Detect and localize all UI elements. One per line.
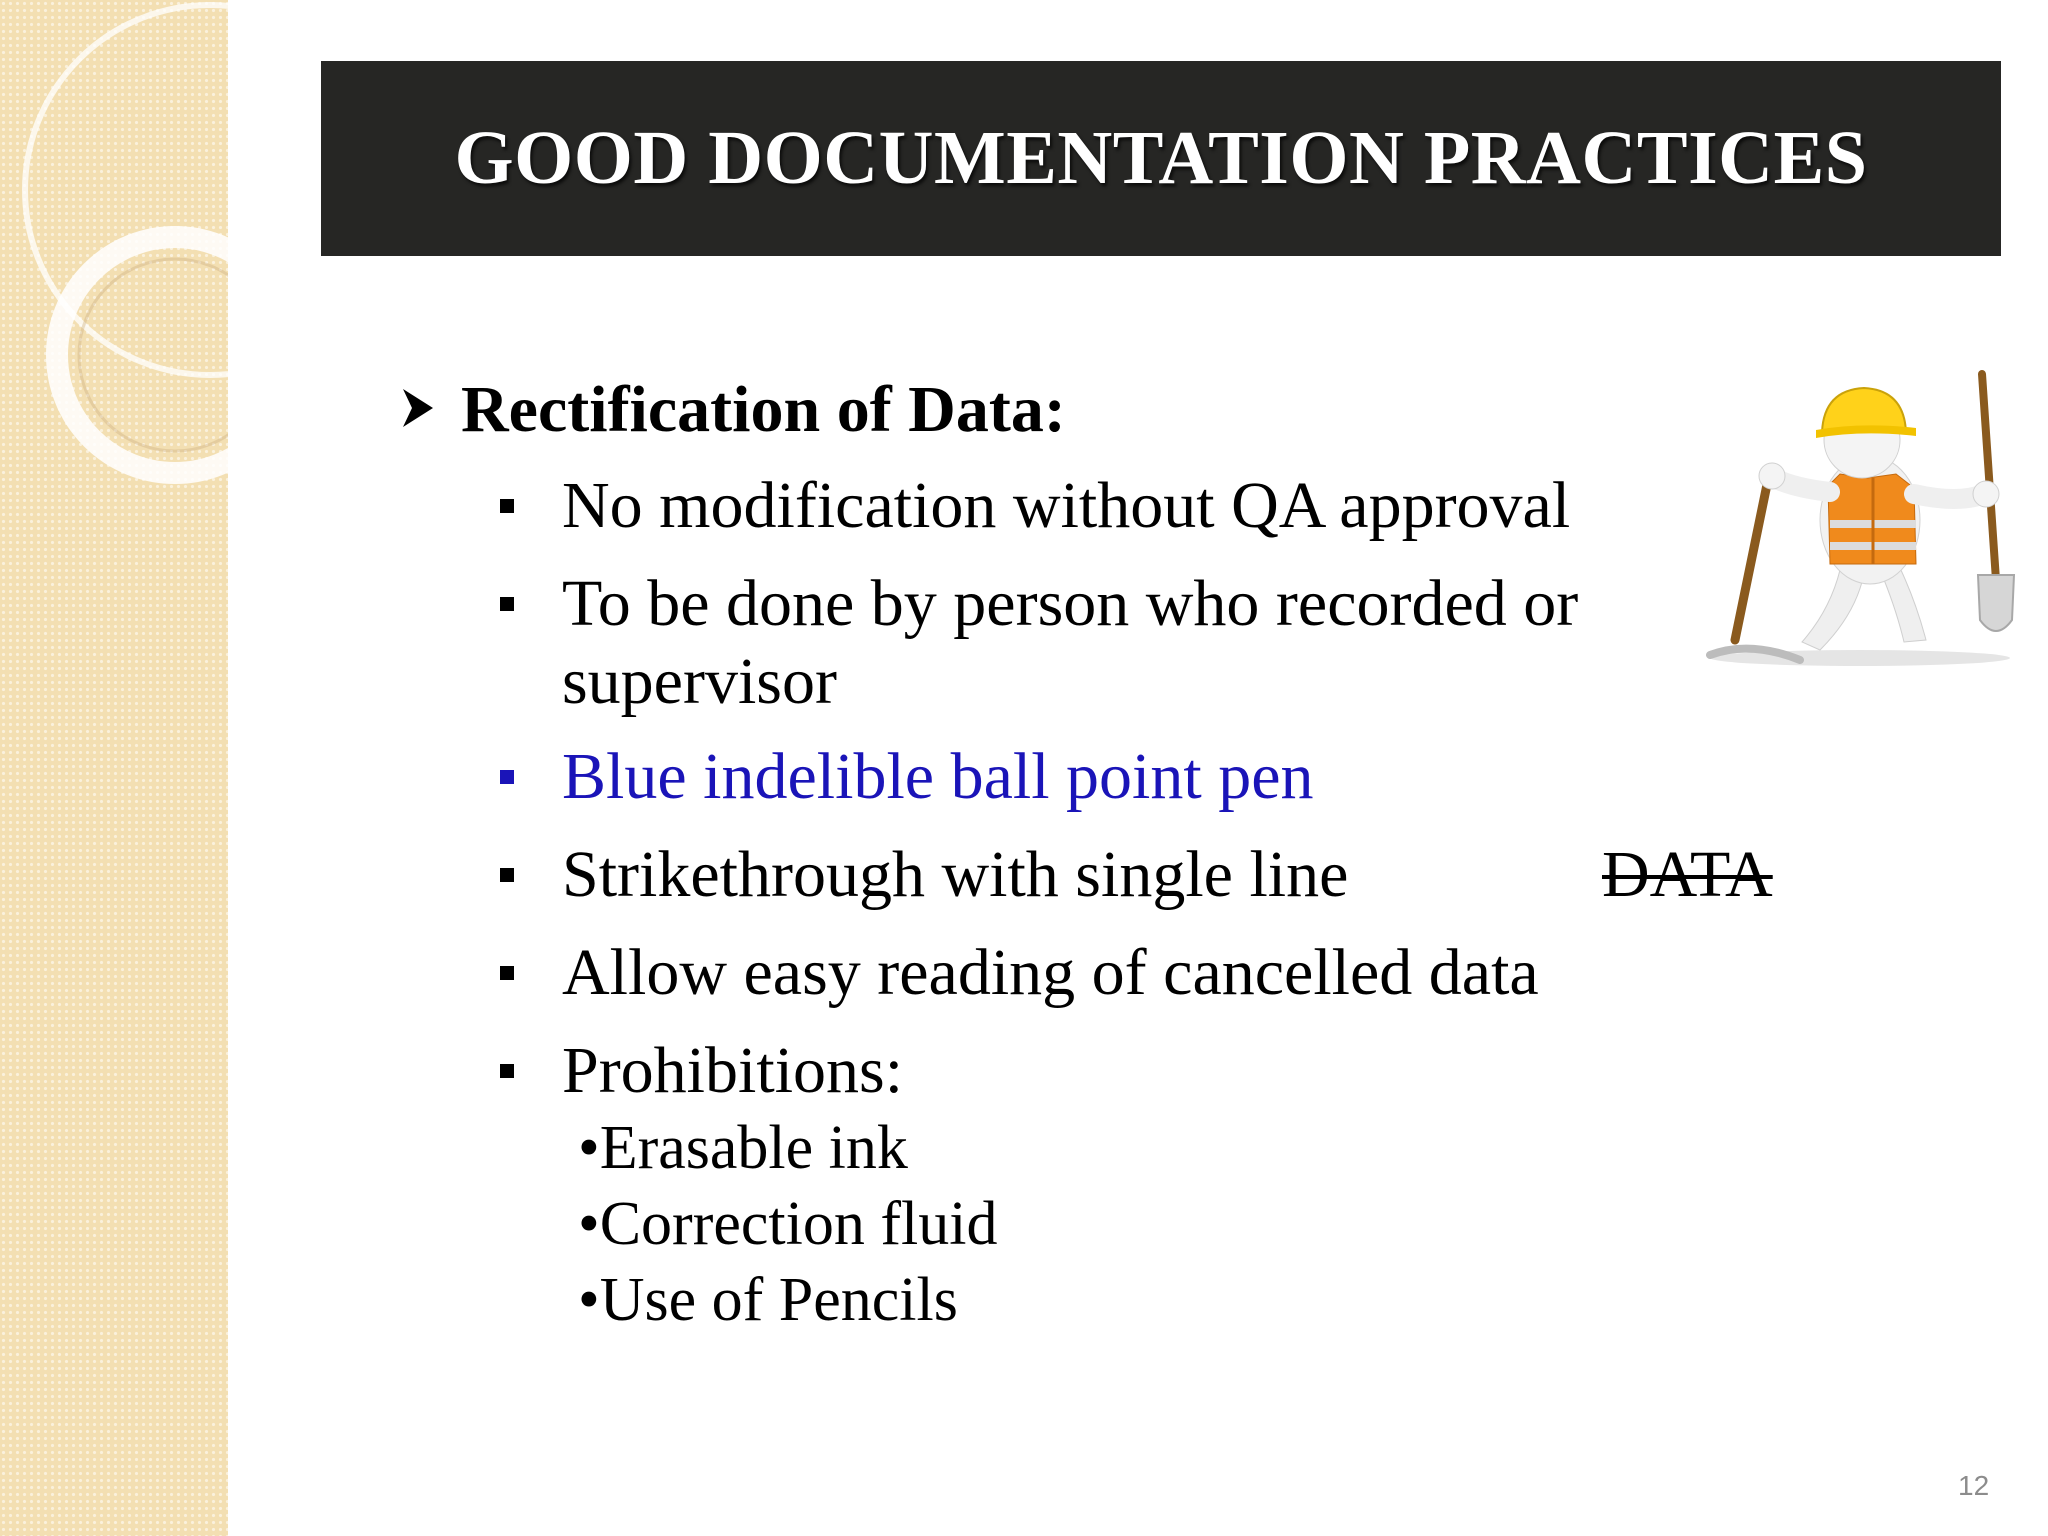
- ring-decoration-icon: [0, 0, 228, 1536]
- square-bullet-icon: [500, 499, 514, 513]
- construction-worker-icon: [1690, 370, 2030, 670]
- decorative-side-panel: [0, 0, 228, 1536]
- square-bullet-icon: [500, 770, 514, 784]
- square-bullet-icon: [500, 1064, 514, 1078]
- heading-text: Rectification of Data:: [461, 373, 1066, 446]
- page-number: 12: [1958, 1470, 1990, 1501]
- square-bullet-icon: [500, 868, 514, 882]
- arrow-bullet-icon: [400, 386, 436, 430]
- slide-title: GOOD DOCUMENTATION PRACTICES: [454, 116, 1868, 200]
- square-bullet-icon: [500, 597, 514, 611]
- sub-list-item: •Erasable ink: [578, 1114, 908, 1182]
- sub-list-item: •Correction fluid: [578, 1190, 998, 1258]
- square-bullet-icon: [500, 966, 514, 980]
- sub-list-item: •Use of Pencils: [578, 1266, 958, 1334]
- strikethrough-example: DATA: [1602, 838, 1773, 911]
- title-bar: [321, 61, 2001, 256]
